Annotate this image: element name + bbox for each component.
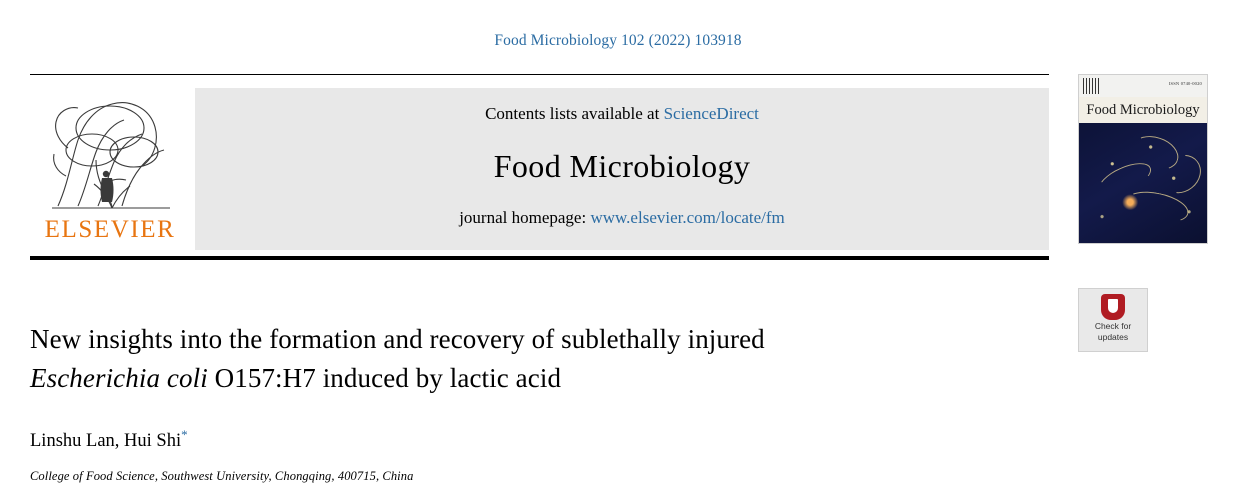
article-authors xyxy=(30,427,1040,452)
article-title-line-2: O157:H7 induced by lactic acid xyxy=(207,363,562,393)
crossmark-line-2: updates xyxy=(1097,332,1129,342)
journal-homepage-line xyxy=(195,208,1049,228)
elsevier-tree-icon xyxy=(38,88,182,216)
crossmark-line-1: Check for xyxy=(1094,321,1132,331)
journal-running-head: Food Microbiology 102 (2022) 103918 xyxy=(494,32,742,49)
crossmark-shield-icon xyxy=(1101,294,1125,320)
author-affiliation: College of Food Science, Southwest University, Chongqing, 400715, China xyxy=(30,469,414,484)
masthead-bottom-rule xyxy=(30,256,1049,260)
elsevier-wordmark: ELSEVIER xyxy=(44,216,176,243)
homepage-prefix-text: journal homepage: xyxy=(459,208,591,227)
article-title-organism: Escherichia coli xyxy=(30,363,208,393)
journal-homepage-link[interactable]: www.elsevier.com/locate/fm xyxy=(590,208,785,227)
contents-prefix-text: Contents lists available at xyxy=(485,104,664,123)
article-header xyxy=(30,320,1040,484)
cover-artwork-image xyxy=(1079,123,1207,243)
cover-journal-title: Food Microbiology xyxy=(1079,97,1207,123)
contents-available-line xyxy=(195,104,1049,124)
article-title xyxy=(30,320,1040,398)
masthead-top-rule xyxy=(30,74,1049,75)
author-names: Linshu Lan, Hui Shi xyxy=(30,431,182,452)
corresponding-author-marker: * xyxy=(181,427,188,442)
barcode-icon xyxy=(1083,78,1101,94)
sciencedirect-link[interactable]: ScienceDirect xyxy=(663,104,759,123)
journal-cover-thumbnail xyxy=(1078,74,1208,244)
cover-top-strip xyxy=(1079,75,1207,97)
journal-title: Food Microbiology xyxy=(493,148,751,184)
journal-band xyxy=(195,88,1049,250)
elsevier-logo xyxy=(30,88,190,254)
journal-masthead xyxy=(30,74,1206,254)
crossmark-badge[interactable] xyxy=(1078,288,1148,352)
cover-issn-text: ISSN 0740-0020 xyxy=(1168,81,1202,86)
article-title-line-1: New insights into the formation and recovery of sublethally injured xyxy=(30,324,765,354)
